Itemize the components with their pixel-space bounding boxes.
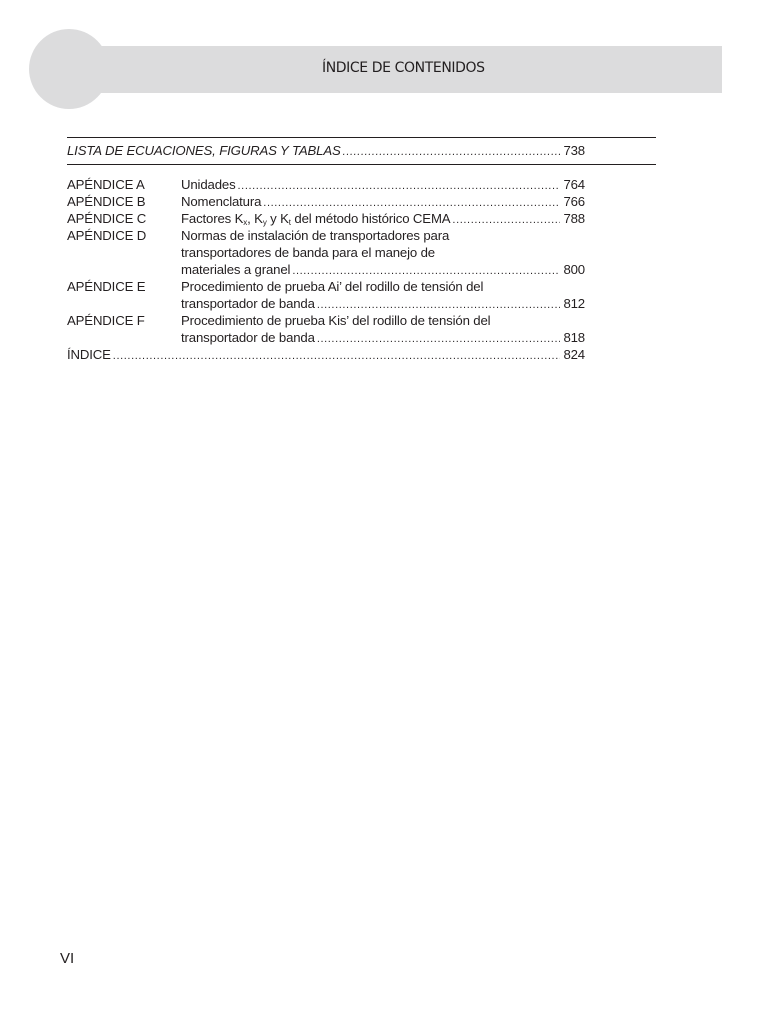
toc-entry-page: 764 <box>563 177 585 192</box>
bottom-rule <box>67 164 656 165</box>
appendix-e-label: APÉNDICE E <box>67 279 146 294</box>
appendix-a-label: APÉNDICE A <box>67 177 145 192</box>
toc-entry-page: 818 <box>563 330 585 345</box>
appendix-d-label: APÉNDICE D <box>67 228 147 243</box>
toc-entry-text-line: transportadores de banda para el manejo de <box>181 245 435 260</box>
toc-entry-text: transportador de banda <box>181 296 315 311</box>
toc-entry-text-line: Procedimiento de prueba Ai’ del rodillo de tensión del <box>181 279 484 294</box>
leader-dots <box>113 348 561 363</box>
leader-dots <box>343 144 561 159</box>
appendix-b-label: APÉNDICE B <box>67 194 146 209</box>
toc-entry-text: ÍNDICE <box>67 347 111 362</box>
leader-dots <box>292 263 560 278</box>
toc-entry-page: 738 <box>563 143 585 158</box>
toc-entry-list[interactable] <box>67 142 585 159</box>
leader-dots <box>238 178 561 193</box>
toc-entry-text: LISTA DE ECUACIONES, FIGURAS Y TABLAS <box>67 143 341 158</box>
toc-entry-text-line: Procedimiento de prueba Kis’ del rodillo de tensión del <box>181 313 491 328</box>
leader-dots <box>317 297 561 312</box>
page-number: VI <box>60 950 75 967</box>
toc-entry-page: 800 <box>563 262 585 277</box>
appendix-c-label: APÉNDICE C <box>67 211 147 226</box>
leader-dots <box>317 331 561 346</box>
toc-entry-appendix-a[interactable] <box>181 176 585 193</box>
toc-entry-page: 812 <box>563 296 585 311</box>
appendix-f-label: APÉNDICE F <box>67 313 145 328</box>
toc-entry-appendix-d[interactable] <box>181 261 585 278</box>
leader-dots <box>263 195 560 210</box>
toc-entry-appendix-b[interactable] <box>181 193 585 210</box>
toc-entry-page: 766 <box>563 194 585 209</box>
toc-entry-page: 824 <box>563 347 585 362</box>
toc-entry-text-line: Normas de instalación de transportadores para <box>181 228 450 243</box>
toc-entry-appendix-e[interactable] <box>181 295 585 312</box>
toc-entry-appendix-c[interactable] <box>181 210 585 227</box>
toc-entry-text: Factores $K_x$, $K_y$ y $K_t$ del método histórico CEMA <box>181 211 451 227</box>
header-circle-decoration <box>29 29 109 109</box>
toc-entry-text: transportador de banda <box>181 330 315 345</box>
toc-entry-page: 788 <box>563 211 585 226</box>
toc-entry-text: Nomenclatura <box>181 194 262 209</box>
toc-entry-text: Unidades <box>181 177 236 192</box>
toc-entry-text: materiales a granel <box>181 262 291 277</box>
top-rule <box>67 137 656 138</box>
toc-entry-appendix-f[interactable] <box>181 329 585 346</box>
page-title: ÍNDICE DE CONTENIDOS <box>322 60 485 76</box>
toc-entry-index[interactable] <box>67 346 585 363</box>
leader-dots <box>452 212 560 227</box>
